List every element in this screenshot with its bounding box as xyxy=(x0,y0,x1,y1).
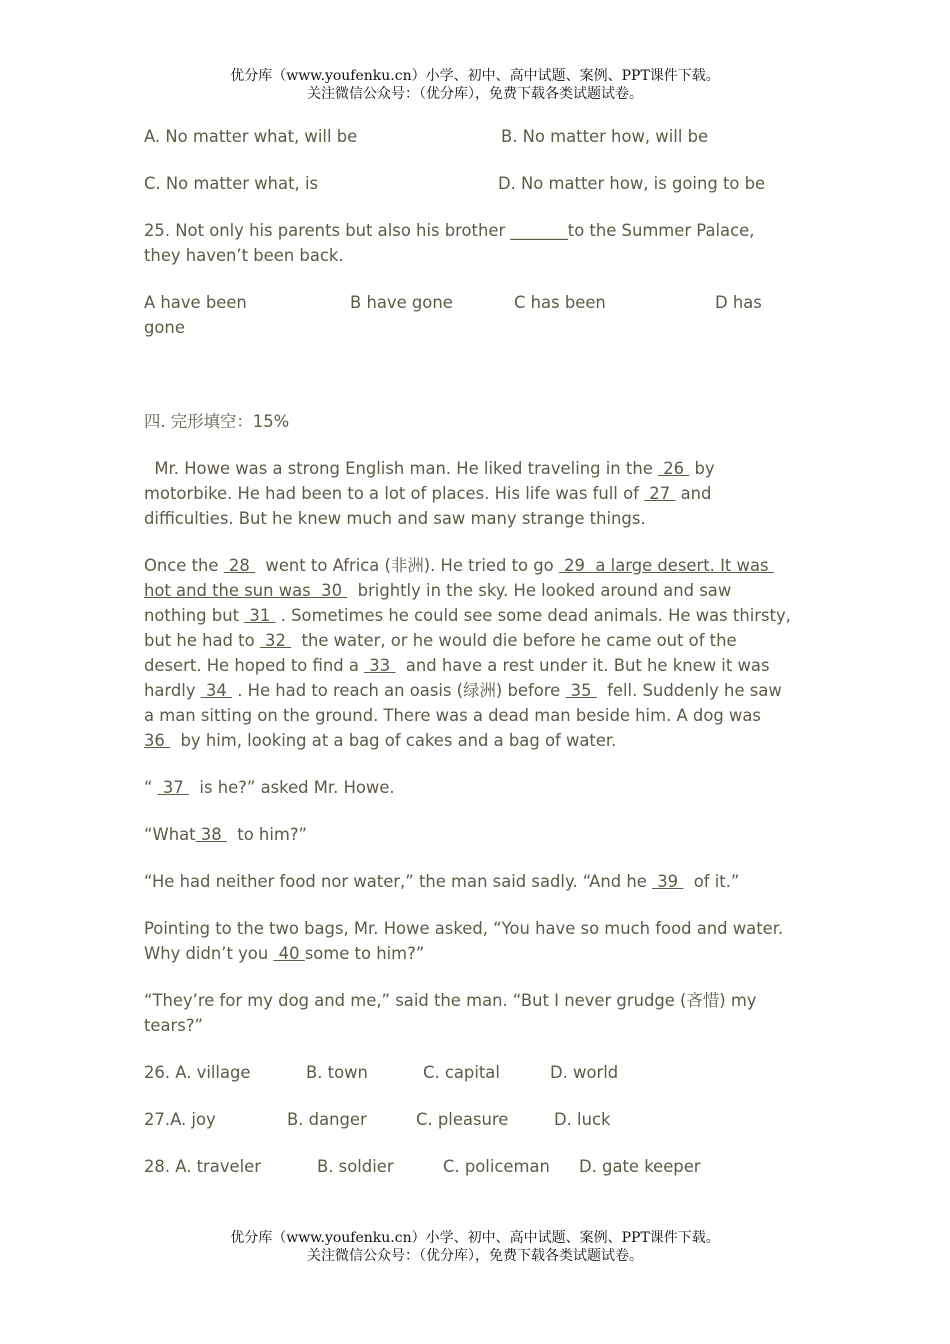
q25-option-b: B have gone xyxy=(350,293,453,312)
blank-35: 35 xyxy=(565,681,597,700)
q26-options-row xyxy=(144,1060,812,1085)
blank-27: 27 xyxy=(644,484,676,503)
q25-option-d: D has xyxy=(715,293,762,312)
passage-text: fell. Suddenly he saw xyxy=(596,681,782,700)
africa-chinese: 非洲 xyxy=(390,556,424,575)
blank-34: 34 xyxy=(200,681,233,700)
passage-text: is he?” asked Mr. Howe. xyxy=(188,778,395,797)
passage-text: “They’re for my dog and me,” said the man. “But I never grudge ( xyxy=(144,991,687,1010)
blank-28: 28 xyxy=(223,556,255,575)
passage-text: a man sitting on the ground. There was a dead man beside him. A dog was xyxy=(144,706,761,725)
header-line-1: 优分库（www.youfenku.cn）小学、初中、高中试题、案例、PPT课件下载。 xyxy=(230,68,720,84)
passage-paragraph-6 xyxy=(144,916,812,966)
header-line-2: 关注微信公众号：（优分库），免费下载各类试题试卷。 xyxy=(307,86,643,102)
blank-30: hot and the sun was 30 xyxy=(144,581,348,600)
page-header xyxy=(0,67,950,103)
q28-option-b: B. soldier xyxy=(317,1157,394,1176)
section-4-percent: 15% xyxy=(252,412,290,431)
passage-text: by xyxy=(689,459,715,478)
q24-option-a: A. No matter what, will be xyxy=(144,127,358,146)
passage-text: . Sometimes he could see some dead animals. He was thirsty, xyxy=(275,606,791,625)
passage-text: ) before xyxy=(495,681,566,700)
q28-option-a: 28. A. traveler xyxy=(144,1157,261,1176)
passage-text: tears?” xyxy=(144,1016,204,1035)
blank-39: 39 xyxy=(652,872,684,891)
q28-option-c: C. policeman xyxy=(443,1157,550,1176)
q26-option-d: D. world xyxy=(550,1063,619,1082)
blank-40: 40 xyxy=(273,944,305,963)
passage-text: by him, looking at a bag of cakes and a bag of water. xyxy=(170,731,617,750)
page-footer xyxy=(0,1229,950,1265)
q27-option-d: D. luck xyxy=(554,1110,611,1129)
passage-text: brightly in the sky. He looked around and saw xyxy=(347,581,732,600)
q26-option-c: C. capital xyxy=(423,1063,500,1082)
blank-36: 36 xyxy=(144,731,171,750)
passage-text: to him?” xyxy=(226,825,308,844)
q25-options-row xyxy=(144,290,812,315)
passage-text: desert. He hoped to find a xyxy=(144,656,365,675)
footer-line-1: 优分库（www.youfenku.cn）小学、初中、高中试题、案例、PPT课件下载。 xyxy=(230,1230,720,1246)
passage-text: and have a rest under it. But he knew it was xyxy=(395,656,770,675)
page-content xyxy=(144,124,812,1179)
q28-option-d: D. gate keeper xyxy=(579,1157,701,1176)
q24-option-d: D. No matter how, is going to be xyxy=(498,174,766,193)
passage-paragraph-2 xyxy=(144,553,812,753)
q27-options-row xyxy=(144,1107,812,1132)
q26-option-a: 26. A. village xyxy=(144,1063,251,1082)
passage-text: ) my xyxy=(719,991,757,1010)
blank-38: 38 xyxy=(195,825,227,844)
passage-text: went to Africa ( xyxy=(255,556,391,575)
passage-paragraph-1 xyxy=(144,456,812,531)
q25-option-c: C has been xyxy=(514,293,606,312)
q24-options-row-2 xyxy=(144,171,812,196)
grudge-chinese: 吝惜 xyxy=(686,991,720,1010)
q26-option-b: B. town xyxy=(306,1063,368,1082)
passage-text: some to him?” xyxy=(304,944,425,963)
blank-26: 26 xyxy=(658,459,690,478)
q27-option-a: 27.A. joy xyxy=(144,1110,216,1129)
passage-text: and xyxy=(675,484,712,503)
section-4-title: 四. 完形填空： xyxy=(144,412,253,431)
passage-paragraph-5 xyxy=(144,869,812,894)
passage-text: but he had to xyxy=(144,631,260,650)
passage-text: of it.” xyxy=(683,872,740,891)
oasis-chinese: 绿洲 xyxy=(463,681,496,700)
passage-text: ). He tried to go xyxy=(423,556,559,575)
blank-31: 31 xyxy=(244,606,276,625)
passage-text: Once the xyxy=(144,556,224,575)
q24-option-c: C. No matter what, is xyxy=(144,174,319,193)
q25-option-d-wrap: gone xyxy=(144,318,185,337)
passage-text: difficulties. But he knew much and saw many strange things. xyxy=(144,509,646,528)
passage-text: “What xyxy=(144,825,196,844)
passage-text: “ xyxy=(144,778,158,797)
passage-text: hardly xyxy=(144,681,201,700)
passage-text: Pointing to the two bags, Mr. Howe asked, “You have so much food and water. xyxy=(144,919,784,938)
passage-text: . He had to reach an oasis ( xyxy=(232,681,464,700)
q24-option-b: B. No matter how, will be xyxy=(501,127,709,146)
q28-options-row xyxy=(144,1154,812,1179)
passage-text: “He had neither food nor water,” the man said sadly. “And he xyxy=(144,872,653,891)
blank-33: 33 xyxy=(364,656,396,675)
q25-line-2: they haven’t been back. xyxy=(144,246,344,265)
passage-text: Mr. Howe was a strong English man. He liked traveling in the xyxy=(144,459,659,478)
passage-paragraph-7 xyxy=(144,988,812,1038)
q27-option-c: C. pleasure xyxy=(416,1110,509,1129)
passage-text: nothing but xyxy=(144,606,245,625)
q27-option-b: B. danger xyxy=(287,1110,367,1129)
q25-line-1: 25. Not only his parents but also his brother _______to the Summer Palace, xyxy=(144,221,755,240)
passage-paragraph-3 xyxy=(144,775,812,800)
q25-option-a: A have been xyxy=(144,293,247,312)
passage-text: the water, or he would die before he came out of the xyxy=(291,631,737,650)
section-4-heading xyxy=(144,409,812,434)
footer-line-2: 关注微信公众号：（优分库），免费下载各类试题试卷。 xyxy=(307,1248,643,1264)
blank-29: 29 a large desert. It was xyxy=(558,556,774,575)
q24-options-row-1 xyxy=(144,124,812,149)
q25-stem xyxy=(144,218,812,268)
passage-text: Why didn’t you xyxy=(144,944,274,963)
blank-32: 32 xyxy=(259,631,292,650)
passage-text: motorbike. He had been to a lot of places. His life was full of xyxy=(144,484,645,503)
blank-37: 37 xyxy=(157,778,189,797)
passage-paragraph-4 xyxy=(144,822,812,847)
